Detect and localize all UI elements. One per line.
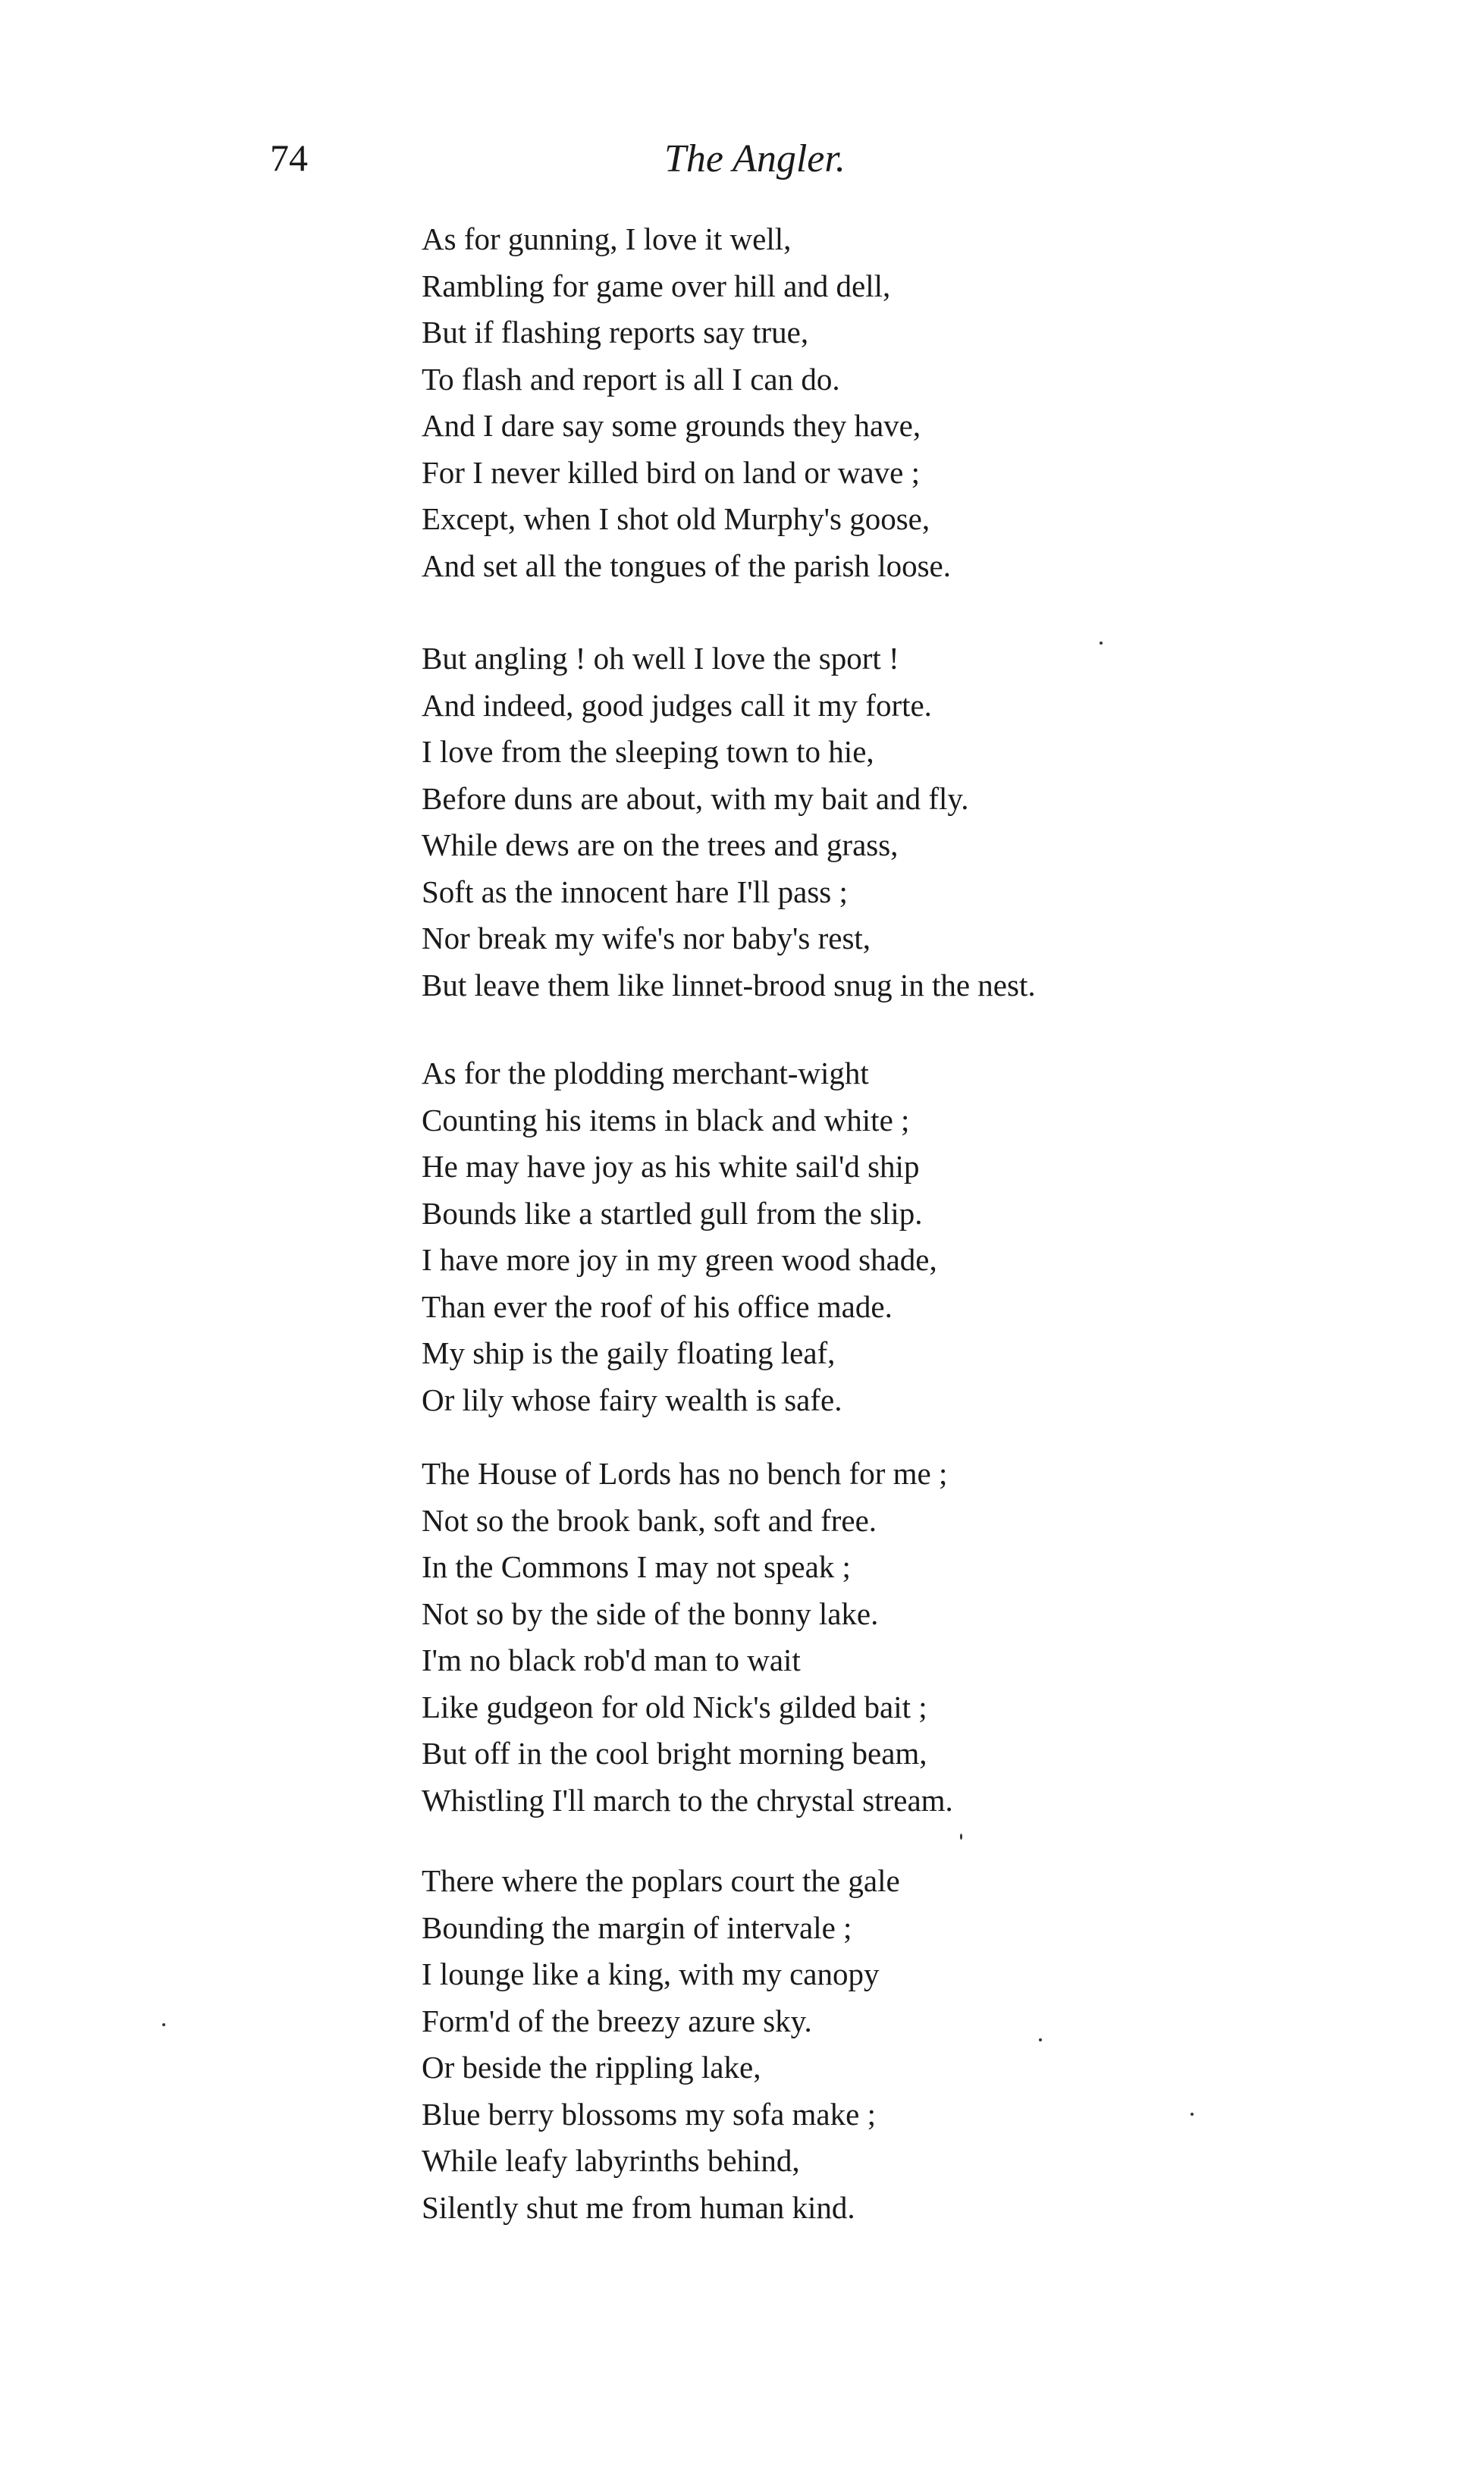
poem-line: Bounding the margin of intervale ; [422, 1909, 852, 1945]
poem-line: My ship is the gaily floating leaf, [422, 1335, 836, 1370]
poem-line: Or lily whose fairy wealth is safe. [422, 1382, 842, 1417]
poem-line: As for the plodding merchant-wight [422, 1056, 869, 1090]
poem-line: He may have joy as his white sail'd ship [422, 1149, 920, 1184]
poem-line: Silently shut me from human kind. [422, 2189, 855, 2225]
poem-line: Not so by the side of the bonny lake. [422, 1596, 879, 1631]
poem-line: And set all the tongues of the parish loose. [422, 548, 952, 583]
stanza-1 [422, 216, 1468, 589]
print-speck [960, 1834, 962, 1840]
page-number: 74 [270, 136, 308, 179]
running-title: The Angler. [664, 137, 846, 180]
poem-line: Nor break my wife's nor baby's rest, [422, 921, 871, 955]
poem-line: I have more joy in my green wood shade, [422, 1242, 937, 1277]
poem-line: In the Commons I may not speak ; [422, 1549, 851, 1584]
poem-line: Blue berry blossoms my sofa make ; [422, 2096, 876, 2132]
poem-line: Than ever the roof of his office made. [422, 1288, 893, 1324]
poem-line: But if flashing reports say true, [422, 315, 809, 350]
poem-line: Bounds like a startled gull from the slip. [422, 1195, 923, 1231]
poem-line: And indeed, good judges call it my forte. [422, 687, 932, 723]
poem-line: Like gudgeon for old Nick's gilded bait ; [422, 1689, 927, 1724]
poem-line: Or beside the rippling lake, [422, 2050, 761, 2085]
poem-line: Counting his items in black and white ; [422, 1102, 910, 1137]
poem-line: There where the poplars court the gale [422, 1863, 900, 1898]
poem-line: Except, when I shot old Murphy's goose, [422, 501, 930, 536]
poem-line: Form'd of the breezy azure sky. [422, 2003, 812, 2038]
stanza-4 [422, 1451, 1468, 1824]
poem-line: Whistling I'll march to the chrystal stream. [422, 1782, 953, 1818]
poem-line: Soft as the innocent hare I'll pass ; [422, 874, 848, 909]
stanza-2 [422, 635, 1468, 1009]
poem-line: I lounge like a king, with my canopy [422, 1956, 880, 1991]
stanza-5 [422, 1858, 1468, 2231]
poem-line: While dews are on the trees and grass, [422, 827, 899, 862]
poem-line: But leave them like linnet-brood snug in the nest. [422, 967, 1036, 1003]
print-speck [162, 2023, 165, 2026]
print-speck [1100, 642, 1103, 645]
poem-line: But angling ! oh well I love the sport ! [422, 641, 899, 676]
poem-line: As for gunning, I love it well, [422, 221, 792, 256]
poem-line: Not so the brook bank, soft and free. [422, 1502, 877, 1538]
poem-line: For I never killed bird on land or wave ; [422, 454, 920, 490]
poem-line: I love from the sleeping town to hie, [422, 734, 874, 769]
stanza-3 [422, 1050, 1468, 1423]
poem-line: And I dare say some grounds they have, [422, 408, 921, 443]
poem-line: The House of Lords has no bench for me ; [422, 1456, 948, 1491]
poem-line: I'm no black rob'd man to wait [422, 1643, 801, 1677]
poem-line: Rambling for game over hill and dell, [422, 268, 891, 303]
poem-line: Before duns are about, with my bait and fly. [422, 780, 969, 816]
print-speck [1191, 2113, 1194, 2116]
print-speck [1039, 2038, 1042, 2041]
poem-line: While leafy labyrinths behind, [422, 2143, 800, 2178]
poem-line: To flash and report is all I can do. [422, 361, 840, 397]
poem-line: But off in the cool bright morning beam, [422, 1736, 927, 1771]
